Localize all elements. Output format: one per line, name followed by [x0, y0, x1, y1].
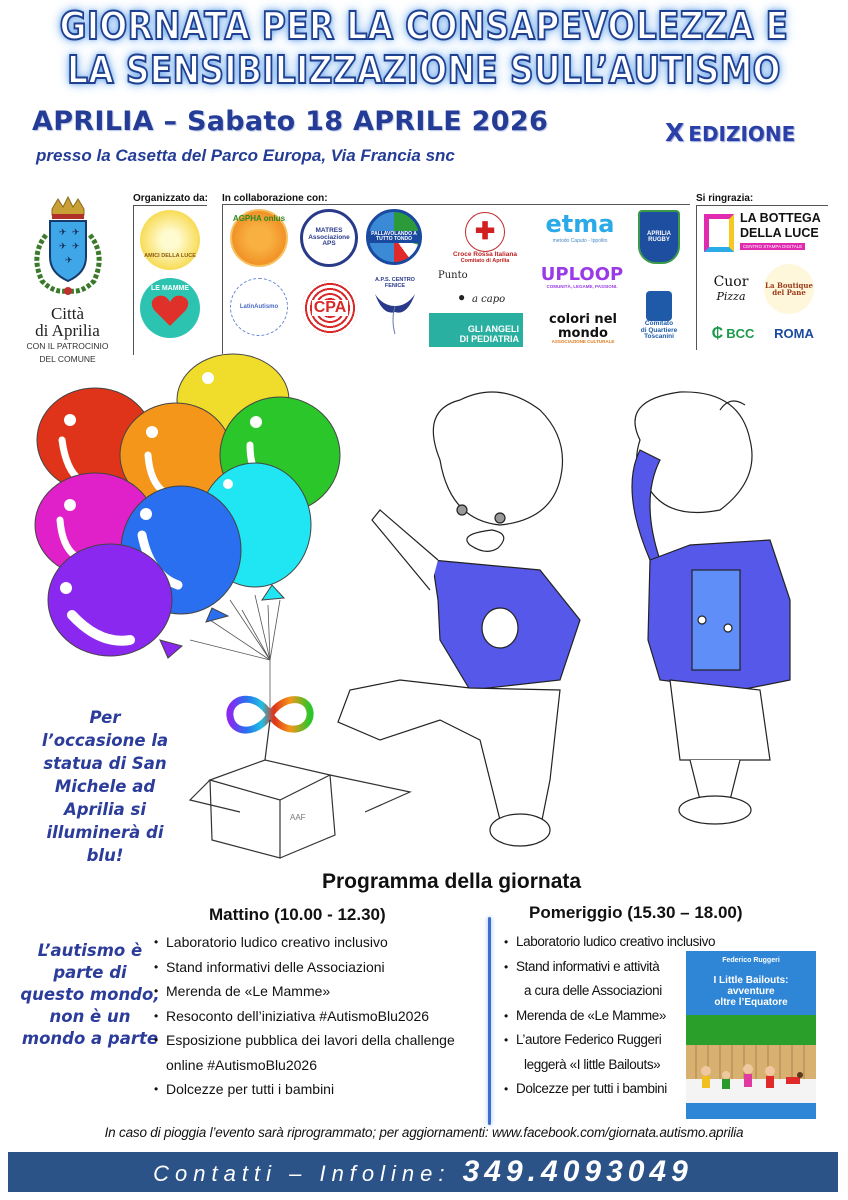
title-line-2: LA SENSIBILIZZAZIONE SULL’AUTISMO: [67, 48, 781, 92]
logo-cpa: [302, 280, 358, 336]
logo-uploop: [540, 260, 624, 296]
svg-text:✈: ✈: [58, 227, 67, 237]
red-cross-icon: ✚: [465, 212, 505, 252]
logo-le-mamme: [140, 278, 200, 338]
afternoon-item-continuation: leggerà «I little Bailouts»: [524, 1056, 661, 1072]
book-author: Federico Ruggeri: [722, 957, 780, 964]
morning-title: Mattino (10.00 - 12.30): [209, 905, 386, 924]
logo-text: Cuor: [713, 273, 749, 290]
book-cover-art: [686, 1015, 816, 1103]
logo-text: Toscanini: [644, 333, 674, 341]
motto-note: L’autismo è parte di questo mondo, non è un mondo a parte: [20, 941, 160, 1048]
logo-text: etma: [545, 210, 615, 239]
city-name-line-2: di Aprilia: [35, 321, 100, 340]
logo-croce-rossa: [445, 207, 525, 269]
logo-text: AMICI DELLA LUCE: [144, 253, 196, 260]
logo-text: LA BOTTEGA: [740, 211, 821, 225]
logo-subtext: COMUNITÀ, LEGAME, PASSIONI.: [546, 284, 618, 290]
afternoon-item: [504, 955, 715, 1004]
edition-word: EDIZIONE: [688, 122, 796, 146]
boy-kicking: [338, 392, 580, 846]
logo-subtext: metodo Caputo - Ippolito: [552, 237, 608, 244]
morning-activities: [154, 930, 455, 1102]
logo-matres: [300, 209, 358, 267]
logo-text: Comitato: [644, 319, 674, 327]
city-crest: [20, 195, 115, 365]
svg-text:✈: ✈: [71, 227, 80, 237]
logo-boutique-del-pane: [764, 264, 814, 314]
book-title-line: avventure: [727, 986, 775, 997]
logo-punto-a-capo: [436, 268, 510, 312]
bottega-icon: [704, 214, 734, 252]
comitato-icon: [646, 291, 672, 321]
logo-text: Croce Rossa Italiana: [453, 250, 517, 258]
contact-bar: [8, 1152, 838, 1192]
logo-text: La Boutique del Pane: [765, 280, 813, 297]
logo-text: di Quartiere: [640, 326, 678, 334]
morning-item: • Laboratorio ludico creativo inclusivo: [154, 930, 455, 955]
boy-thinking: [632, 392, 790, 824]
bee-icon: ●: [458, 290, 466, 304]
organized-by-label: Organizzato da:: [133, 193, 209, 204]
afternoon-activities: [504, 930, 715, 1102]
edition-number: X: [665, 118, 685, 147]
logo-subtext: CENTRO STAMPA DIGITALE: [740, 243, 805, 250]
morning-item: • Merenda de «Le Mamme»: [154, 979, 455, 1004]
logo-amici-della-luce: [140, 210, 200, 270]
logo-text: LE MAMME: [150, 285, 190, 292]
logo-text: A.P.S. CENTRO FENICE: [375, 277, 415, 289]
svg-text:✈: ✈: [64, 255, 73, 265]
logo-aprilia-rugby: [638, 210, 680, 264]
logo-latinautismo: [230, 278, 288, 336]
afternoon-item: • Laboratorio ludico creativo inclusivo: [504, 930, 715, 955]
logo-centro-fenice: [365, 278, 425, 338]
event-venue: presso la Casetta del Parco Europa, Via Francia snc: [36, 146, 455, 165]
logo-text: Punto: [438, 270, 468, 281]
collaboration-label: In collaborazione con:: [222, 193, 328, 204]
logo-pallavolando: [366, 209, 422, 265]
logo-text: DI PEDIATRIA: [459, 333, 519, 344]
afternoon-item: [504, 1028, 715, 1077]
title-line-1: GIORNATA PER LA CONSAPEVOLEZZA E: [59, 4, 789, 48]
logo-text: AGPHA onlus: [232, 214, 286, 223]
program-title: Programma della giornata: [322, 870, 582, 893]
book-title: [686, 975, 816, 1008]
event-title: [0, 0, 848, 98]
thanks-label: Si ringrazia:: [696, 193, 754, 204]
logo-etma: [540, 208, 620, 248]
logo-text: DELLA LUCE: [740, 226, 819, 240]
logo-bcc: [704, 322, 762, 346]
patronage-line-2: DEL COMUNE: [39, 354, 96, 364]
svg-text:AAF: AAF: [290, 813, 306, 822]
rain-notice: In caso di pioggia l’evento sarà riprogrammato; per aggiornamenti: www.facebook.com/giornata.autismo.aprilia: [104, 1125, 744, 1140]
logo-text: colori nel mondo: [549, 312, 617, 341]
logo-text: CPA: [313, 298, 347, 316]
logo-agpha: [230, 209, 288, 267]
morning-item: • Resoconto dell’iniziativa #AutismoBlu2026: [154, 1004, 455, 1029]
logo-subtext: ASSOCIAZIONE CULTURALE: [551, 339, 615, 345]
logo-comitato-toscanini: [634, 282, 684, 350]
book-title-line: oltre l’Equatore: [714, 997, 788, 1008]
morning-item-text: Esposizione pubblica dei lavori della challenge: [166, 1032, 455, 1048]
svg-text:✈: ✈: [71, 241, 80, 251]
morning-item: [154, 1028, 455, 1077]
phoenix-icon: [373, 290, 417, 336]
morning-item: • Dolcezze per tutti i bambini: [154, 1077, 455, 1102]
gift-box: [190, 720, 410, 858]
afternoon-item-text: Stand informativi e attività: [516, 958, 660, 974]
patronage-line-1: CON IL PATROCINIO: [26, 341, 109, 351]
phone-number: 349.4093049: [462, 1155, 693, 1188]
logo-text: Pizza: [716, 289, 746, 303]
contact-label: Contatti – Infoline:: [153, 1161, 463, 1186]
logo-cuor-di-pizza: [704, 266, 758, 310]
logo-roma: [766, 322, 822, 346]
city-name-line-1: Città: [50, 304, 85, 323]
logo-text: GLI ANGELI: [467, 324, 519, 335]
afternoon-title: Pomeriggio (15.30 – 18.00): [529, 903, 743, 922]
logo-text: PALLAVOLANDO A TUTTO TONDO: [369, 231, 419, 244]
book-cover: [686, 951, 816, 1119]
event-date: APRILIA – Sabato 18 APRILE 2026: [32, 106, 549, 137]
heart-icon: [150, 292, 190, 328]
morning-item: • Stand informativi delle Associazioni: [154, 955, 455, 980]
logo-text: ROMA: [774, 326, 814, 342]
morning-item-continuation: online #AutismoBlu2026: [166, 1056, 317, 1073]
statue-note: Per l’occasione la statua di San Michele ad Aprilia si illuminerà di blu!: [41, 708, 169, 865]
afternoon-item-continuation: a cura delle Associazioni: [524, 983, 662, 998]
bcc-icon: ₵: [711, 325, 724, 342]
logo-text: APRILIA RUGBY: [647, 230, 671, 243]
logo-text: LatinAutismo: [239, 303, 279, 310]
logo-colori-nel-mondo: [538, 310, 628, 348]
logo-text: BCC: [726, 326, 755, 342]
afternoon-item: • Merenda de «Le Mamme»: [504, 1004, 715, 1029]
logo-text: UPLOOP: [540, 264, 624, 286]
afternoon-item-text: L’autore Federico Ruggeri: [516, 1032, 662, 1047]
book-title-line: I Little Bailouts:: [713, 975, 789, 986]
program-divider: [488, 917, 491, 1125]
logo-text: MATRES Associazione APS: [308, 226, 350, 248]
afternoon-item: • Dolcezze per tutti i bambini: [504, 1077, 715, 1102]
svg-text:✈: ✈: [58, 241, 67, 251]
logo-subtext: a capo: [472, 294, 506, 305]
logo-angeli-pediatria: [429, 313, 523, 347]
edition-badge: [665, 118, 795, 147]
coat-of-arms-icon: [22, 195, 114, 305]
logo-bottega-della-luce: [704, 210, 824, 260]
logo-text: Comitato di Aprilia: [460, 257, 510, 264]
